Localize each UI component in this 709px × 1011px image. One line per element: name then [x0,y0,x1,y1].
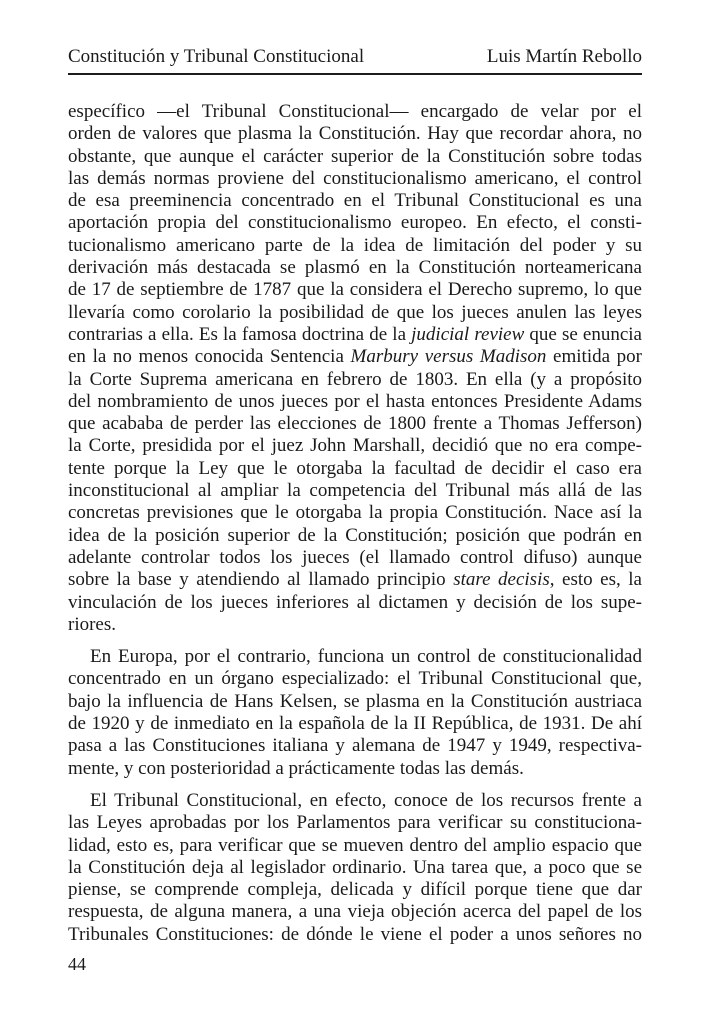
italic-text-segment: Marbury versus Madison [350,346,547,368]
text-segment: concretas previsiones que le otorgaba la propia Constitución. Nace así la [68,502,642,524]
text-segment: la Corte Suprema americana en febrero de 1803. En ella (y a propósito [68,368,642,390]
text-line [68,480,642,502]
text-line [68,713,642,735]
running-title: Constitución y Tribunal Constitucional [68,46,365,67]
text-line [68,279,642,301]
text-segment: , esto es, la [549,569,642,591]
text-segment: llevaría como corolario la posibilidad de que los jueces anulen las leyes [68,301,642,323]
text-line [68,235,642,257]
text-line [68,735,642,757]
text-line [68,569,642,591]
text-segment: vinculación de los jueces inferiores al dictamen y decisión de los supe- [68,591,642,613]
text-segment: de esa preeminencia concentrado en el Tribunal Constitucional es una [68,190,642,212]
text-segment: orden de valores que plasma la Constitución. Hay que recordar ahora, no [68,123,642,145]
text-line [68,901,642,923]
text-segment: en la no menos conocida Sentencia [68,346,351,368]
text-segment: la Constitución deja al legislador ordinario. Una tarea que, a poco que se [68,856,642,878]
text-segment: mente, y con posterioridad a prácticamente todas las demás. [68,757,524,779]
text-segment: contrarias a ella. Es la famosa doctrina de la [68,323,412,345]
text-line [68,324,642,346]
text-segment: que se enuncia [524,323,642,345]
text-segment: respuesta, de alguna manera, a una vieja objeción acerca del papel de los [68,901,642,923]
text-segment: las demás normas proviene del constitucionalismo americano, el control [68,167,642,189]
text-line [68,758,642,780]
text-line [68,168,642,190]
text-segment: que acababa de perder las elecciones de 1800 frente a Thomas Jefferson) [68,413,642,435]
text-line [68,924,642,946]
text-segment: lidad, esto es, para verificar que se mueven dentro del amplio espacio que [68,834,642,856]
text-segment: las Leyes aprobadas por los Parlamentos para verificar su constituciona- [68,812,642,834]
text-segment: del nombramiento de unos jueces por el hasta entonces Presidente Adams [68,390,642,412]
text-segment: de 1920 y de inmediato en la española de la II República, de 1931. De ahí [68,713,642,735]
text-line [68,369,642,391]
paragraph [68,646,642,780]
text-segment: de 17 de septiembre de 1787 que la considera el Derecho supremo, lo que [68,279,642,301]
text-segment: sobre la base y atendiendo al llamado principio [68,569,454,591]
text-segment: El Tribunal Constitucional, en efecto, conoce de los recursos frente a [90,789,642,811]
text-line [68,257,642,279]
text-segment: En Europa, por el contrario, funciona un control de constitucionalidad [90,646,642,668]
text-line [68,302,642,324]
page-footer [68,954,86,975]
text-line [68,614,642,636]
text-segment: tente porque la Ley que le otorgaba la facultad de decidir el caso era [68,457,642,479]
text-segment: tucionalismo americano parte de la idea de limitación del poder y su [68,234,642,256]
text-line [68,812,642,834]
text-segment: concentrado en un órgano especializado: el Tribunal Constitucional que, [68,668,642,690]
text-segment: adelante controlar todos los jueces (el llamado control difuso) aunque [68,546,642,568]
paragraph [68,790,642,946]
italic-text-segment: judicial review [411,323,525,345]
text-line [68,592,642,614]
page-number: 44 [68,954,86,974]
text-line [68,212,642,234]
text-segment: obstante, que aunque el carácter superior de la Constitución sobre todas [68,145,642,167]
text-segment: inconstitucional al ampliar la competencia del Tribunal más allá de las [68,480,642,502]
text-segment: idea de la posición superior de la Constitución; posición que podrán en [68,524,642,546]
text-segment: aportación propia del constitucionalismo europeo. En efecto, el consti- [68,212,642,234]
text-line [68,525,642,547]
text-line [68,190,642,212]
text-line [68,668,642,690]
text-line [68,646,642,668]
text-segment: la Corte, presidida por el juez John Marshall, decidió que no era compe- [68,435,642,457]
text-line [68,435,642,457]
text-line [68,458,642,480]
text-line [68,502,642,524]
text-line [68,123,642,145]
text-line [68,346,642,368]
text-line [68,547,642,569]
text-segment: Tribunales Constituciones: de dónde le viene el poder a unos señores no [68,923,642,945]
text-line [68,413,642,435]
text-segment: específico —el Tribunal Constitucional— encargado de velar por el [68,101,642,122]
text-line [68,691,642,713]
text-line [68,790,642,812]
paragraph [68,101,642,636]
text-line [68,879,642,901]
text-segment: piense, se comprende compleja, delicada y difícil porque tiene que dar [68,879,642,901]
text-line [68,835,642,857]
text-segment: emitida por [546,346,642,368]
text-line [68,857,642,879]
text-segment: pasa a las Constituciones italiana y alemana de 1947 y 1949, respectiva- [68,735,642,757]
author-name: Luis Martín Rebollo [486,46,642,67]
page-body [68,101,642,946]
italic-text-segment: stare decisis [453,569,550,591]
text-line [68,101,642,123]
text-segment: derivación más destacada se plasmó en la Constitución norteamericana [68,257,642,279]
page-header [68,46,642,75]
text-segment: riores. [68,613,117,635]
text-line [68,146,642,168]
text-line [68,391,642,413]
text-segment: bajo la influencia de Hans Kelsen, se plasma en la Constitución austriaca [68,690,642,712]
